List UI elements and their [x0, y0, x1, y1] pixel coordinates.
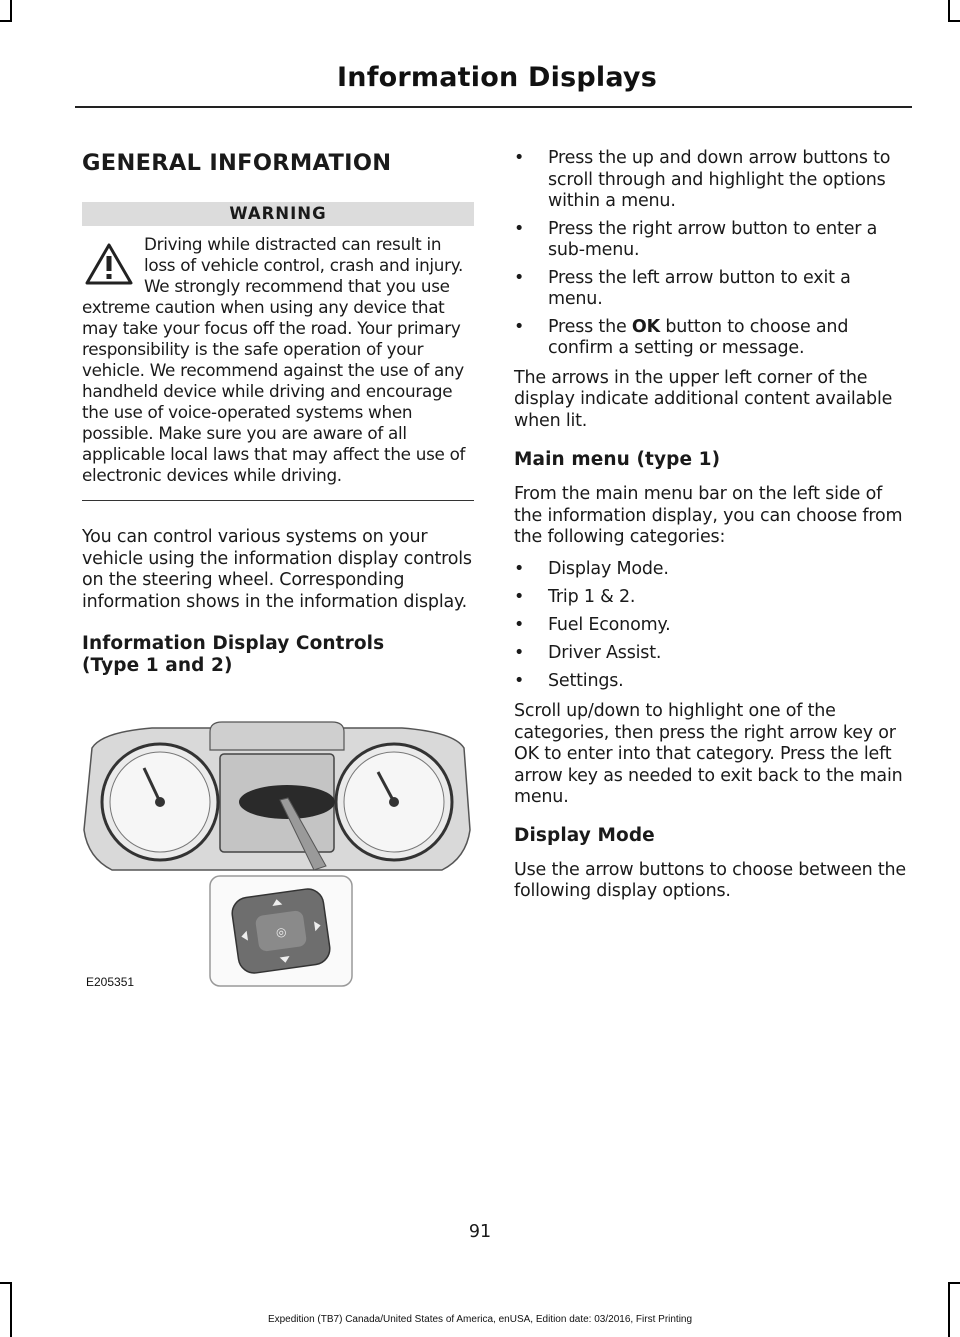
page-number: 91: [468, 1222, 492, 1242]
svg-text:◎: ◎: [274, 924, 288, 940]
display-mode-heading: Display Mode: [514, 824, 655, 846]
list-item-text: Fuel Economy.: [548, 614, 671, 635]
figure-code: E205351: [86, 975, 135, 989]
header-rule: [75, 106, 912, 108]
list-item: [514, 559, 908, 581]
button-bullets: [514, 148, 908, 360]
bullet-dot: •: [514, 558, 525, 579]
display-mode-paragraph: Use the arrow buttons to choose between the following display options.: [514, 859, 907, 901]
bullet-dot: •: [514, 218, 525, 239]
list-item: [514, 148, 908, 213]
list-item-text: Press the right arrow button to enter a sub-menu.: [548, 218, 878, 260]
ok-label: OK: [631, 316, 660, 337]
scroll-paragraph: Scroll up/down to highlight one of the categories, then press the right arrow key or OK to enter into that category. Press the left arrow key as needed to exit back to the main menu.: [514, 701, 903, 807]
bullet-dot: •: [514, 148, 525, 168]
instrument-cluster-illustration: [82, 720, 472, 998]
list-item-text: Press the left arrow button to exit a menu.: [548, 267, 851, 309]
list-item-text: button to choose and confirm a setting or message.: [548, 316, 849, 358]
crop-mark: [948, 1282, 950, 1337]
main-menu-intro: From the main menu bar on the left side of the information display, you can choose from the following categories:: [514, 484, 903, 547]
main-menu-heading: Main menu (type 1): [514, 449, 721, 470]
list-item-text: Settings.: [548, 670, 624, 691]
list-item: [514, 671, 908, 693]
arrows-note: The arrows in the upper left corner of the display indicate additional content available when lit.: [514, 367, 893, 431]
left-column: [82, 148, 474, 677]
list-item-text: Press the up and down arrow buttons to scroll through and highlight the options within a menu.: [548, 148, 891, 211]
list-item-text: Display Mode.: [548, 558, 669, 579]
crop-mark: [10, 1282, 12, 1337]
right-column: [514, 148, 908, 903]
crop-mark: [948, 20, 960, 22]
bullet-dot: •: [514, 614, 525, 635]
warning-text: Driving while distracted can result in loss of vehicle control, crash and injury. We strongly recommend that you use extreme caution when using any device that may take your focus off the road. Your primary responsibility is the safe operation of your vehicle. We recommend against the use of any handheld device while driving and encourage the use of voice-operated systems when possible. Make sure you are aware of all applicable local laws that may affect the use of electronic devices while driving.: [82, 234, 466, 485]
list-item: [514, 643, 908, 665]
page-header-title: Information Displays: [337, 62, 657, 93]
list-item-text: Press the: [548, 316, 632, 337]
warning-rule: [82, 500, 474, 501]
category-list: [514, 559, 908, 693]
crop-mark: [10, 0, 12, 22]
bullet-dot: •: [514, 670, 525, 691]
controls-heading: Information Display Controls (Type 1 and 2): [82, 633, 385, 676]
list-item: [514, 587, 908, 609]
warning-box: [82, 234, 474, 486]
list-item-text: Trip 1 & 2.: [548, 586, 636, 607]
bullet-dot: •: [514, 267, 525, 288]
bullet-dot: •: [514, 642, 525, 663]
list-item: [514, 317, 908, 360]
intro-paragraph: You can control various systems on your vehicle using the information display controls on the steering wheel. Corresponding information shows in the information display.: [82, 527, 472, 612]
list-item: [514, 268, 908, 311]
list-item: [514, 219, 908, 262]
warning-label: WARNING: [82, 202, 474, 226]
warning-triangle-icon: [84, 242, 134, 286]
crop-mark: [948, 1282, 960, 1284]
crop-mark: [0, 1282, 12, 1284]
crop-mark: [948, 0, 950, 22]
bullet-dot: •: [514, 586, 525, 607]
section-title: GENERAL INFORMATION: [82, 150, 392, 176]
list-item: [514, 615, 908, 637]
list-item-text: Driver Assist.: [548, 642, 662, 663]
crop-mark: [0, 20, 12, 22]
footer-text: Expedition (TB7) Canada/United States of America, enUSA, Edition date: 03/2016, First Printing: [267, 1314, 693, 1325]
bullet-dot: •: [514, 316, 525, 337]
